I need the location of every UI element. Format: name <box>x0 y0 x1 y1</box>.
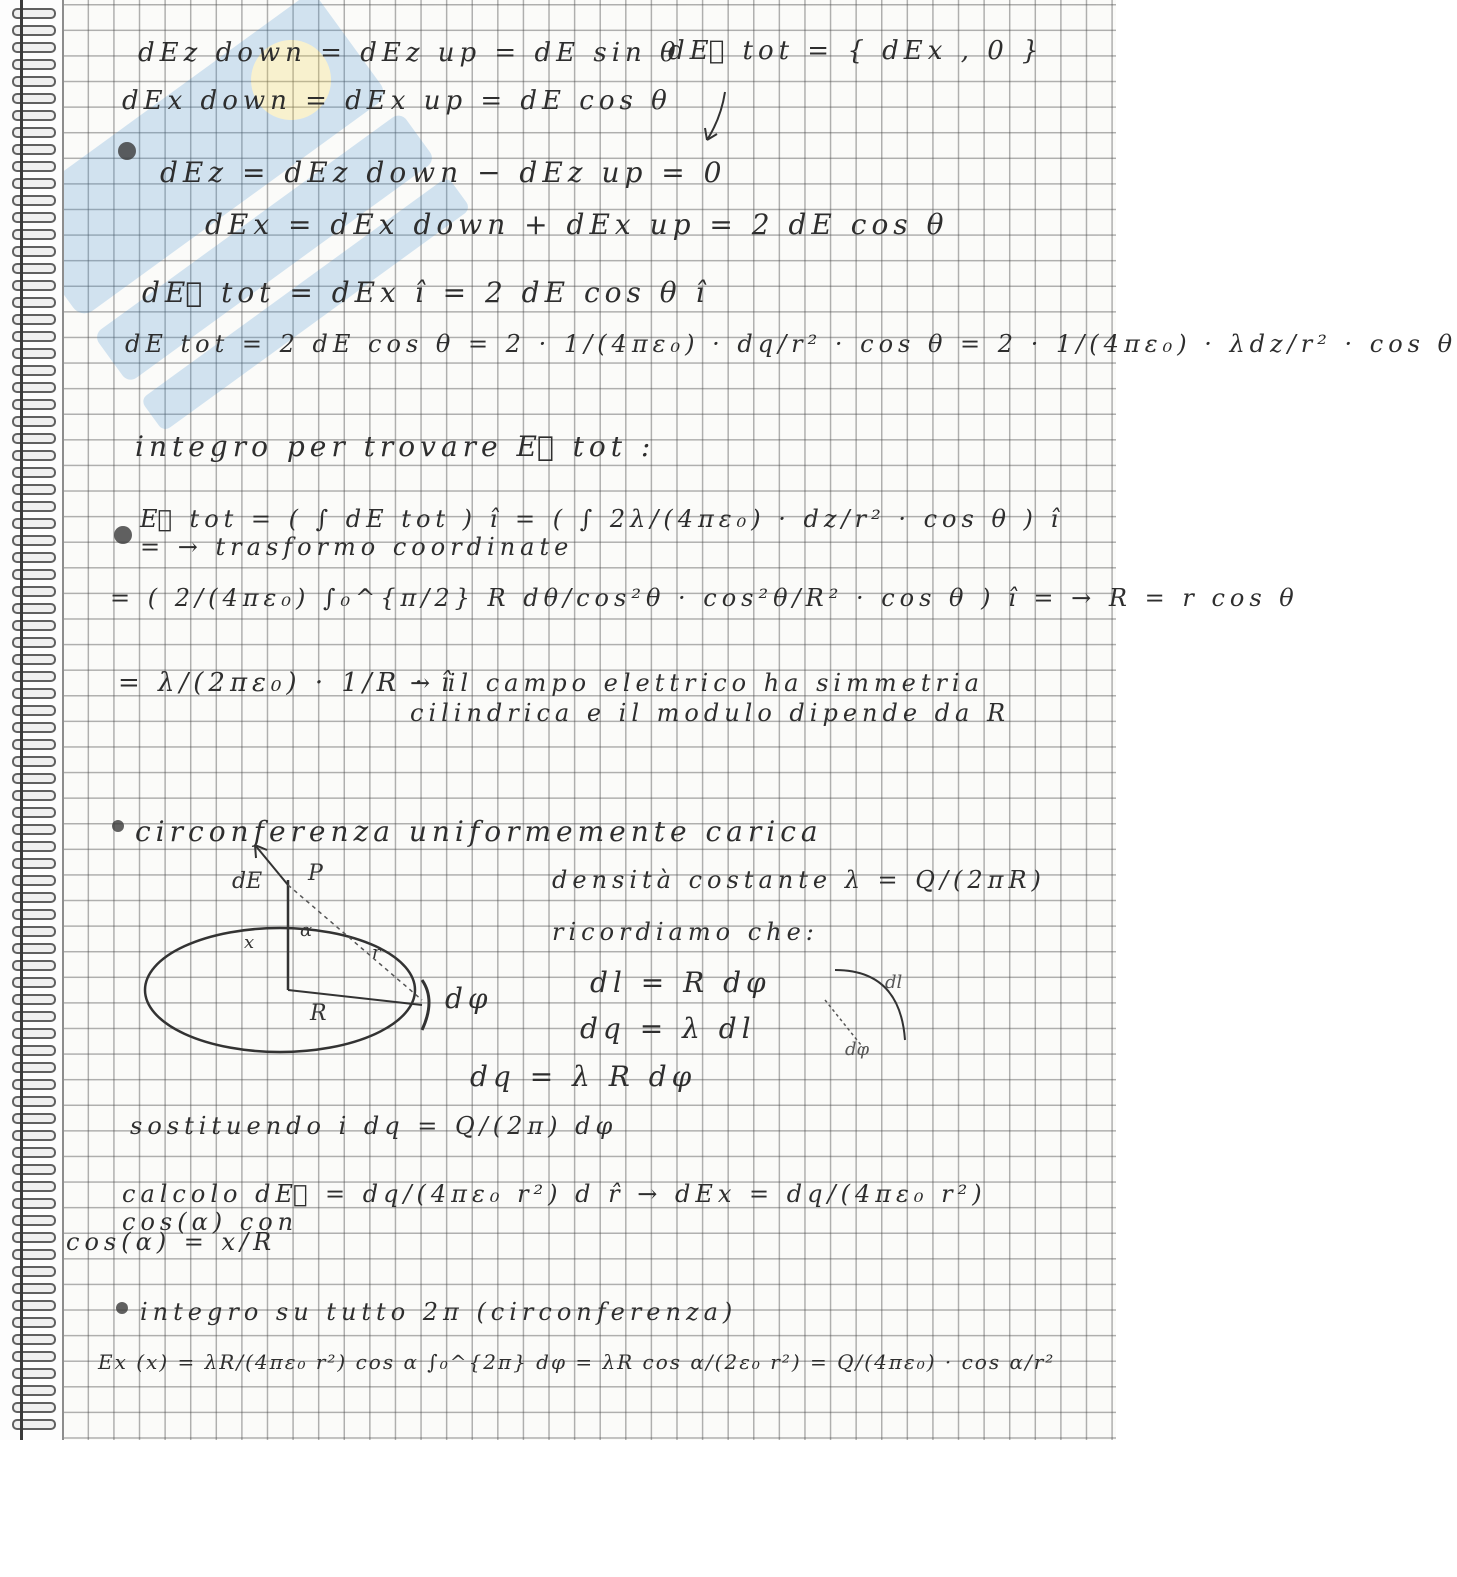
spiral-ring <box>12 960 56 971</box>
spiral-ring <box>12 501 56 512</box>
spiral-ring <box>12 892 56 903</box>
spiral-ring <box>12 76 56 87</box>
spiral-ring <box>12 1011 56 1022</box>
text-campo-simmetria: → il campo elettrico ha simmetria cilindrica e il modulo dipende da R <box>410 669 1011 727</box>
spiral-ring <box>12 93 56 104</box>
spiral-ring <box>12 450 56 461</box>
spiral-ring <box>12 25 56 36</box>
text-integro-2pi: integro su tutto 2π (circonferenza) <box>140 1298 738 1326</box>
spiral-ring <box>12 1266 56 1277</box>
bullet-point <box>118 142 136 160</box>
spiral-ring <box>12 654 56 665</box>
spiral-ring <box>12 1113 56 1124</box>
spiral-ring <box>12 790 56 801</box>
label-dE: dE <box>232 869 263 894</box>
spiral-ring <box>12 331 56 342</box>
spiral-ring <box>12 59 56 70</box>
spiral-ring <box>12 127 56 138</box>
spiral-ring <box>12 178 56 189</box>
eq-result-field: = λ/(2πε₀) · 1/R · î <box>118 668 455 698</box>
spiral-ring <box>12 1198 56 1209</box>
label-R: R <box>310 1001 327 1026</box>
spiral-ring <box>12 943 56 954</box>
spiral-ring <box>12 586 56 597</box>
section-heading-circonferenza: circonferenza uniformemente carica <box>135 815 823 848</box>
spiral-ring <box>12 1181 56 1192</box>
dphi-arc <box>422 980 429 1030</box>
spiral-ring <box>12 807 56 818</box>
spiral-ring <box>12 977 56 988</box>
spiral-ring <box>12 773 56 784</box>
spiral-ring <box>12 875 56 886</box>
spiral-ring <box>12 1232 56 1243</box>
spiral-ring <box>12 467 56 478</box>
spiral-ring <box>12 433 56 444</box>
eq-dex-sum: dEx = dEx down + dEx up = 2 dE cos θ <box>205 208 949 241</box>
spiral-ring <box>12 1147 56 1158</box>
eq-integral-substitution: = ( 2/(4πε₀) ∫₀^{π/2} R dθ/cos²θ · cos²θ/R² · cos θ ) î = → R = r cos θ <box>110 584 1299 612</box>
arc-label-dl: dl <box>885 972 903 993</box>
eq-de-tot-vector: dE⃗ tot = { dEx , 0 } <box>668 36 1044 66</box>
spiral-ring <box>12 416 56 427</box>
spiral-ring <box>12 8 56 19</box>
spiral-ring <box>12 637 56 648</box>
spiral-ring <box>12 144 56 155</box>
radius-line <box>288 990 422 1005</box>
spiral-ring <box>12 314 56 325</box>
spiral-ring <box>12 1283 56 1294</box>
eq-dez-sum: dEz = dEz down − dEz up = 0 <box>160 156 727 189</box>
arrow-down-icon <box>695 88 735 148</box>
eq-dez-up-down: dEz down = dEz up = dE sin θ <box>138 38 681 68</box>
spiral-ring <box>12 484 56 495</box>
spiral-ring <box>12 824 56 835</box>
spiral-ring <box>12 1385 56 1396</box>
spiral-ring <box>12 42 56 53</box>
spiral-ring <box>12 1079 56 1090</box>
arc-sketch <box>805 960 925 1070</box>
spiral-ring <box>12 382 56 393</box>
spiral-ring <box>12 688 56 699</box>
label-x: x <box>244 932 255 953</box>
spiral-ring <box>12 620 56 631</box>
spiral-ring <box>12 841 56 852</box>
eq-de-tot-component: dE⃗ tot = dEx î = 2 dE cos θ î <box>142 276 710 309</box>
eq-cos-alpha: cos(α) = x/R <box>66 1228 277 1256</box>
eq-dq-lambda-r-dphi: dq = λ R dφ <box>470 1060 697 1093</box>
label-r: r <box>372 942 381 963</box>
spiral-ring <box>12 1096 56 1107</box>
spiral-ring <box>12 535 56 546</box>
spiral-ring <box>12 569 56 580</box>
spiral-ring <box>12 1062 56 1073</box>
label-alpha: α <box>300 920 313 941</box>
spiral-ring <box>12 1402 56 1413</box>
spiral-ring <box>12 722 56 733</box>
eq-ex-final: Ex (x) = λR/(4πε₀ r²) cos α ∫₀^{2π} dφ = λR cos α/(2ε₀ r²) = Q/(4πε₀) · cos α/r² <box>98 1350 1056 1374</box>
spiral-ring <box>12 1130 56 1141</box>
eq-dq-lambda-dl: dq = λ dl <box>580 1012 756 1045</box>
spiral-ring <box>12 365 56 376</box>
bullet-point <box>116 1302 128 1314</box>
spiral-ring <box>12 994 56 1005</box>
eq-dl: dl = R dφ <box>590 966 771 999</box>
spiral-ring <box>12 739 56 750</box>
eq-e-tot-integral: E⃗ tot = ( ∫ dE tot ) î = ( ∫ 2λ/(4πε₀) · dz/r² · cos θ ) î = → trasformo coordinate <box>140 505 1064 561</box>
spiral-ring <box>12 280 56 291</box>
spiral-ring <box>12 161 56 172</box>
margin-line <box>20 0 23 1440</box>
spiral-ring <box>12 297 56 308</box>
spiral-ring <box>12 110 56 121</box>
arc-label-dphi: dφ <box>845 1039 870 1060</box>
spiral-ring <box>12 1300 56 1311</box>
spiral-ring <box>12 195 56 206</box>
label-dphi: dφ <box>445 982 493 1015</box>
spiral-ring <box>12 1249 56 1260</box>
spiral-ring <box>12 246 56 257</box>
spiral-ring <box>12 399 56 410</box>
spiral-ring <box>12 603 56 614</box>
eq-de-tot-expanded: dE tot = 2 dE cos θ = 2 · 1/(4πε₀) · dq/r² · cos θ = 2 · 1/(4πε₀) · λdz/r² · cos θ <box>125 330 1457 358</box>
spiral-ring <box>12 1419 56 1430</box>
spiral-ring <box>12 1164 56 1175</box>
spiral-ring <box>12 1045 56 1056</box>
spiral-ring <box>12 1215 56 1226</box>
spiral-ring <box>12 756 56 767</box>
spiral-ring <box>12 1028 56 1039</box>
bullet-point <box>114 526 132 544</box>
spiral-ring <box>12 858 56 869</box>
ring-diagram <box>140 840 440 1070</box>
spiral-ring <box>12 909 56 920</box>
text-integro: integro per trovare E⃗ tot : <box>135 430 656 463</box>
spiral-ring <box>12 671 56 682</box>
eq-sostituendo: sostituendo i dq = Q/(2π) dφ <box>130 1112 618 1140</box>
spiral-ring <box>12 552 56 563</box>
spiral-ring <box>12 1334 56 1345</box>
eq-dex-up-down: dEx down = dEx up = dE cos θ <box>122 86 672 116</box>
text-ricordiamo: ricordiamo che: <box>552 918 819 946</box>
eq-calcolo-de: calcolo dE⃗ = dq/(4πε₀ r²) d r̂ → dEx = dq/(4πε₀ r²) cos(α) con <box>122 1180 987 1236</box>
spiral-ring <box>12 263 56 274</box>
spiral-binding <box>0 0 64 1440</box>
bullet-point <box>112 820 124 832</box>
spiral-ring <box>12 212 56 223</box>
spiral-ring <box>12 1368 56 1379</box>
spiral-ring <box>12 1351 56 1362</box>
spiral-ring <box>12 518 56 529</box>
r-line <box>288 885 422 1000</box>
text-densita-costante: densità costante λ = Q/(2πR) <box>552 866 1046 894</box>
spiral-ring <box>12 926 56 937</box>
label-P: P <box>308 861 323 886</box>
spiral-ring <box>12 229 56 240</box>
spiral-ring <box>12 348 56 359</box>
spiral-ring <box>12 1317 56 1328</box>
spiral-ring <box>12 705 56 716</box>
